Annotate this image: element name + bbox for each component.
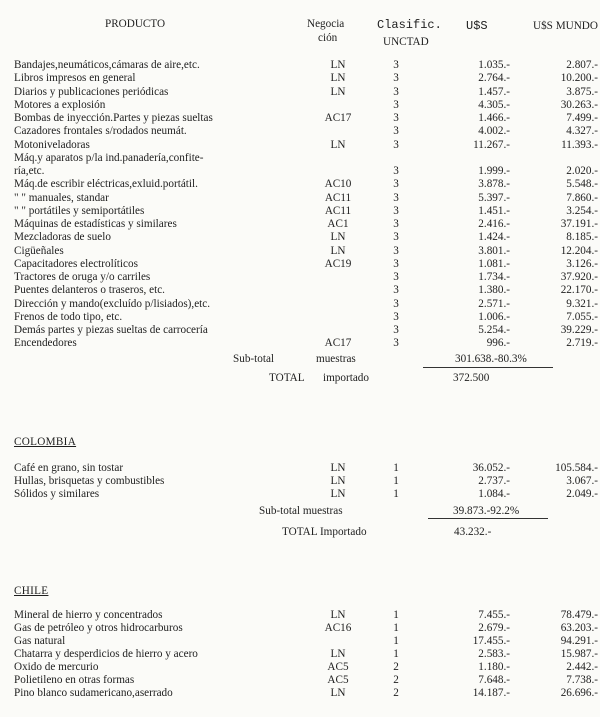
cell-uss: 7.455.- [478, 609, 510, 621]
cell-mundo: 3.254.- [566, 204, 598, 217]
cell-clas: 2 [393, 661, 399, 673]
cell-mundo: 10.200.- [560, 72, 598, 85]
cell-mundo: 105.584.- [555, 462, 598, 474]
cell-producto: Motoniveladoras [14, 138, 90, 151]
cell-mundo: 2.049.- [566, 488, 598, 500]
cell-mundo: 26.696.- [560, 687, 598, 699]
cell-producto: Bombas de inyección.Partes y piezas sueltas [14, 112, 213, 124]
cell-clas: 1 [393, 488, 399, 500]
cell-uss: 1.084.- [478, 488, 510, 500]
cell-producto: Cazadores frontales s/rodados neumát. [14, 125, 187, 138]
cell-neg: AC10 [324, 178, 352, 191]
cell-uss: 1.734.- [478, 271, 510, 283]
cell-uss: 1.081.- [478, 257, 510, 270]
cell-producto: Libros impresos en general [14, 72, 136, 85]
cell-uss: 17.455.- [472, 635, 510, 647]
cell-uss: 1.999.- [478, 165, 510, 177]
cell-clas: 3 [393, 271, 399, 283]
cell-uss: 1.006.- [478, 310, 510, 323]
cell-producto: Sólidos y similares [14, 488, 100, 500]
cell-producto: Puentes delanteros o traseros, etc. [14, 284, 165, 297]
cell-producto: Mezcladoras de suelo [14, 231, 111, 244]
cell-mundo: 8.185.- [566, 231, 598, 244]
cell-mundo: 15.987.- [560, 648, 598, 660]
cell-uss: 2.416.- [478, 218, 510, 230]
cell-producto: Polietileno en otras formas [14, 674, 135, 686]
cell-clas: 3 [393, 297, 399, 310]
cell-mundo: 5.548.- [566, 178, 598, 191]
cell-producto: Cigüeñales [14, 244, 64, 257]
cell-clas: 1 [393, 462, 399, 474]
section-1-total-value: 372.500 [453, 372, 490, 384]
cell-producto: Tractores de oruga y/o carriles [14, 271, 151, 283]
section-1-subtotal-value: 301.638.-80.3% [455, 353, 527, 365]
cell-neg: LN [330, 687, 346, 699]
cell-clas: 3 [393, 59, 399, 71]
cell-uss: 36.052.- [472, 462, 510, 474]
cell-mundo: 12.204.- [560, 244, 598, 257]
cell-producto: Chatarra y desperdicios de hierro y acero [14, 648, 198, 660]
cell-uss: 2.679.- [478, 622, 510, 634]
cell-neg: AC1 [327, 218, 349, 230]
cell-neg: AC5 [327, 661, 349, 673]
cell-producto: Capacitadores electrolíticos [14, 257, 138, 270]
cell-uss: 2.737.- [478, 475, 510, 487]
cell-neg: LN [330, 244, 346, 257]
cell-clas: 3 [393, 85, 399, 98]
cell-producto: Pino blanco sudamericano,aserrado [14, 687, 173, 699]
cell-mundo: 94.291.- [560, 635, 598, 647]
cell-clas: 1 [393, 622, 399, 634]
cell-producto: Hullas, brisquetas y combustibles [14, 475, 165, 487]
cell-mundo: 4.327.- [566, 125, 598, 138]
cell-clas: 1 [393, 635, 399, 647]
section-2-total-value: 43.232.- [454, 526, 492, 538]
cell-neg: LN [330, 648, 346, 660]
cell-mundo: 7.055.- [566, 310, 598, 323]
cell-mundo: 2.442.- [566, 661, 598, 673]
cell-uss: 1.424.- [478, 231, 510, 244]
cell-mundo: 11.393.- [561, 138, 598, 151]
cell-uss: 1.380.- [478, 284, 510, 297]
cell-uss: 4.305.- [478, 98, 510, 111]
cell-producto: Frenos de todo tipo, etc. [14, 310, 123, 323]
cell-neg: AC17 [324, 112, 352, 124]
section-2-subtotal-value: 39.873.-92.2% [453, 505, 520, 517]
section-1-subtotal-label-b: muestras [316, 353, 356, 365]
cell-clas: 3 [393, 138, 399, 151]
section-1-total-label-a: TOTAL [269, 372, 305, 384]
cell-uss: 1.466.- [478, 112, 510, 124]
cell-neg: AC5 [327, 674, 349, 686]
cell-neg: LN [330, 59, 346, 71]
cell-clas: 3 [393, 310, 399, 323]
cell-mundo: 63.203.- [560, 622, 598, 634]
section-1-subtotal-label-a: Sub-total [233, 353, 275, 365]
cell-uss: 1.035.- [478, 59, 510, 71]
cell-neg: AC11 [324, 191, 352, 204]
cell-clas: 3 [393, 178, 399, 191]
cell-producto: ría,etc. [14, 165, 45, 177]
cell-clas: 3 [393, 337, 399, 350]
cell-neg: AC17 [324, 337, 352, 350]
cell-neg: LN [330, 231, 346, 244]
cell-producto: Motores a explosión [14, 98, 106, 111]
section-2-total-label: TOTAL Importado [282, 526, 367, 538]
cell-mundo: 30.263.- [560, 98, 598, 111]
cell-clas: 3 [393, 165, 399, 177]
header-unctad: UNCTAD [383, 36, 429, 48]
cell-producto: Gas de petróleo y otros hidrocarburos [14, 622, 183, 634]
cell-producto: Café en grano, sin tostar [14, 462, 124, 474]
cell-mundo: 39.229.- [560, 324, 598, 336]
cell-clas: 3 [393, 125, 399, 138]
section-1-subtotal-rule [423, 367, 553, 368]
cell-mundo: 78.479.- [560, 609, 598, 621]
header-negociacion-line1: Negocia [307, 18, 345, 30]
cell-clas: 3 [393, 112, 399, 124]
section-2-subtotal-rule [428, 518, 548, 519]
cell-neg: LN [330, 462, 346, 474]
cell-clas: 3 [393, 98, 399, 111]
cell-mundo: 7.860.- [566, 191, 598, 204]
cell-neg: AC16 [324, 622, 352, 634]
header-clasificacion: Clasific. [377, 18, 442, 32]
cell-mundo: 3.067.- [566, 475, 598, 487]
cell-mundo: 2.719.- [566, 337, 598, 350]
cell-producto: Mineral de hierro y concentrados [14, 609, 163, 621]
cell-mundo: 9.321.- [566, 297, 598, 310]
cell-producto: " " manuales, standar [14, 191, 109, 204]
cell-mundo: 7.738.- [566, 674, 598, 686]
cell-mundo: 37.920.- [560, 271, 598, 283]
cell-neg: AC19 [324, 257, 352, 270]
cell-mundo: 37.191.- [560, 218, 598, 230]
cell-producto: Máq.y aparatos p/la ind.panadería,confite- [14, 151, 204, 164]
cell-uss: 3.801.- [478, 244, 510, 257]
cell-clas: 3 [393, 244, 399, 257]
cell-producto: Máq.de escribir eléctricas,exluid.portátil. [14, 178, 198, 191]
cell-mundo: 22.170.- [560, 284, 598, 297]
cell-clas: 3 [393, 72, 399, 85]
cell-clas: 3 [393, 257, 399, 270]
cell-clas: 3 [393, 324, 399, 336]
cell-mundo: 2.020.- [566, 165, 598, 177]
cell-clas: 3 [393, 191, 399, 204]
cell-producto: Gas natural [14, 635, 66, 647]
cell-clas: 2 [393, 674, 399, 686]
cell-neg: AC11 [324, 204, 352, 217]
cell-producto: Dirección y mando(excluído p/lisiados),etc. [14, 297, 211, 310]
cell-uss: 1.180.- [478, 661, 510, 673]
cell-uss: 14.187.- [472, 687, 510, 699]
cell-neg: LN [330, 72, 346, 85]
cell-uss: 7.648.- [478, 674, 510, 686]
header-negociacion-line2: ción [318, 32, 338, 44]
cell-uss: 5.254.- [478, 324, 510, 336]
cell-mundo: 2.807.- [566, 59, 598, 71]
cell-clas: 3 [393, 284, 399, 297]
cell-neg: LN [330, 85, 346, 98]
cell-producto: " " portátiles y semiportátiles [14, 204, 145, 217]
cell-neg: LN [330, 488, 346, 500]
cell-uss: 11.267.- [473, 138, 510, 151]
cell-clas: 2 [393, 687, 399, 699]
cell-neg: LN [330, 475, 346, 487]
cell-mundo: 3.126.- [566, 257, 598, 270]
cell-producto: Máquinas de estadísticas y similares [14, 218, 177, 230]
cell-uss: 2.583.- [478, 648, 510, 660]
cell-uss: 3.878.- [478, 178, 510, 191]
cell-uss: 996.- [486, 337, 510, 350]
cell-producto: Oxido de mercurio [14, 661, 99, 673]
section-1-total-label-b: importado [323, 372, 369, 384]
cell-uss: 2.571.- [478, 297, 510, 310]
cell-mundo: 7.499.- [566, 112, 598, 124]
cell-uss: 1.457.- [478, 85, 510, 98]
header-uss: U$S [466, 19, 488, 33]
cell-producto: Demás partes y piezas sueltas de carrocería [14, 324, 208, 336]
header-producto: PRODUCTO [105, 18, 166, 30]
cell-uss: 4.002.- [478, 125, 510, 138]
cell-uss: 1.451.- [478, 204, 510, 217]
section-2-subtotal-label: Sub-total muestras [259, 505, 343, 517]
cell-uss: 2.764.- [478, 72, 510, 85]
cell-uss: 5.397.- [478, 191, 510, 204]
section-3-title: CHILE [14, 585, 49, 597]
cell-clas: 1 [393, 609, 399, 621]
cell-neg: LN [330, 609, 346, 621]
cell-producto: Bandajes,neumáticos,cámaras de aire,etc. [14, 59, 200, 71]
cell-mundo: 3.875.- [566, 85, 598, 98]
cell-clas: 3 [393, 231, 399, 244]
header-uss-mundo: U$S MUNDO [533, 20, 598, 32]
cell-clas: 3 [393, 218, 399, 230]
cell-clas: 1 [393, 475, 399, 487]
cell-producto: Encendedores [14, 337, 77, 350]
cell-clas: 3 [393, 204, 399, 217]
cell-clas: 1 [393, 648, 399, 660]
cell-neg: LN [330, 138, 346, 151]
section-2-title: COLOMBIA [14, 436, 77, 448]
cell-producto: Diarios y publicaciones periódicas [14, 85, 169, 98]
